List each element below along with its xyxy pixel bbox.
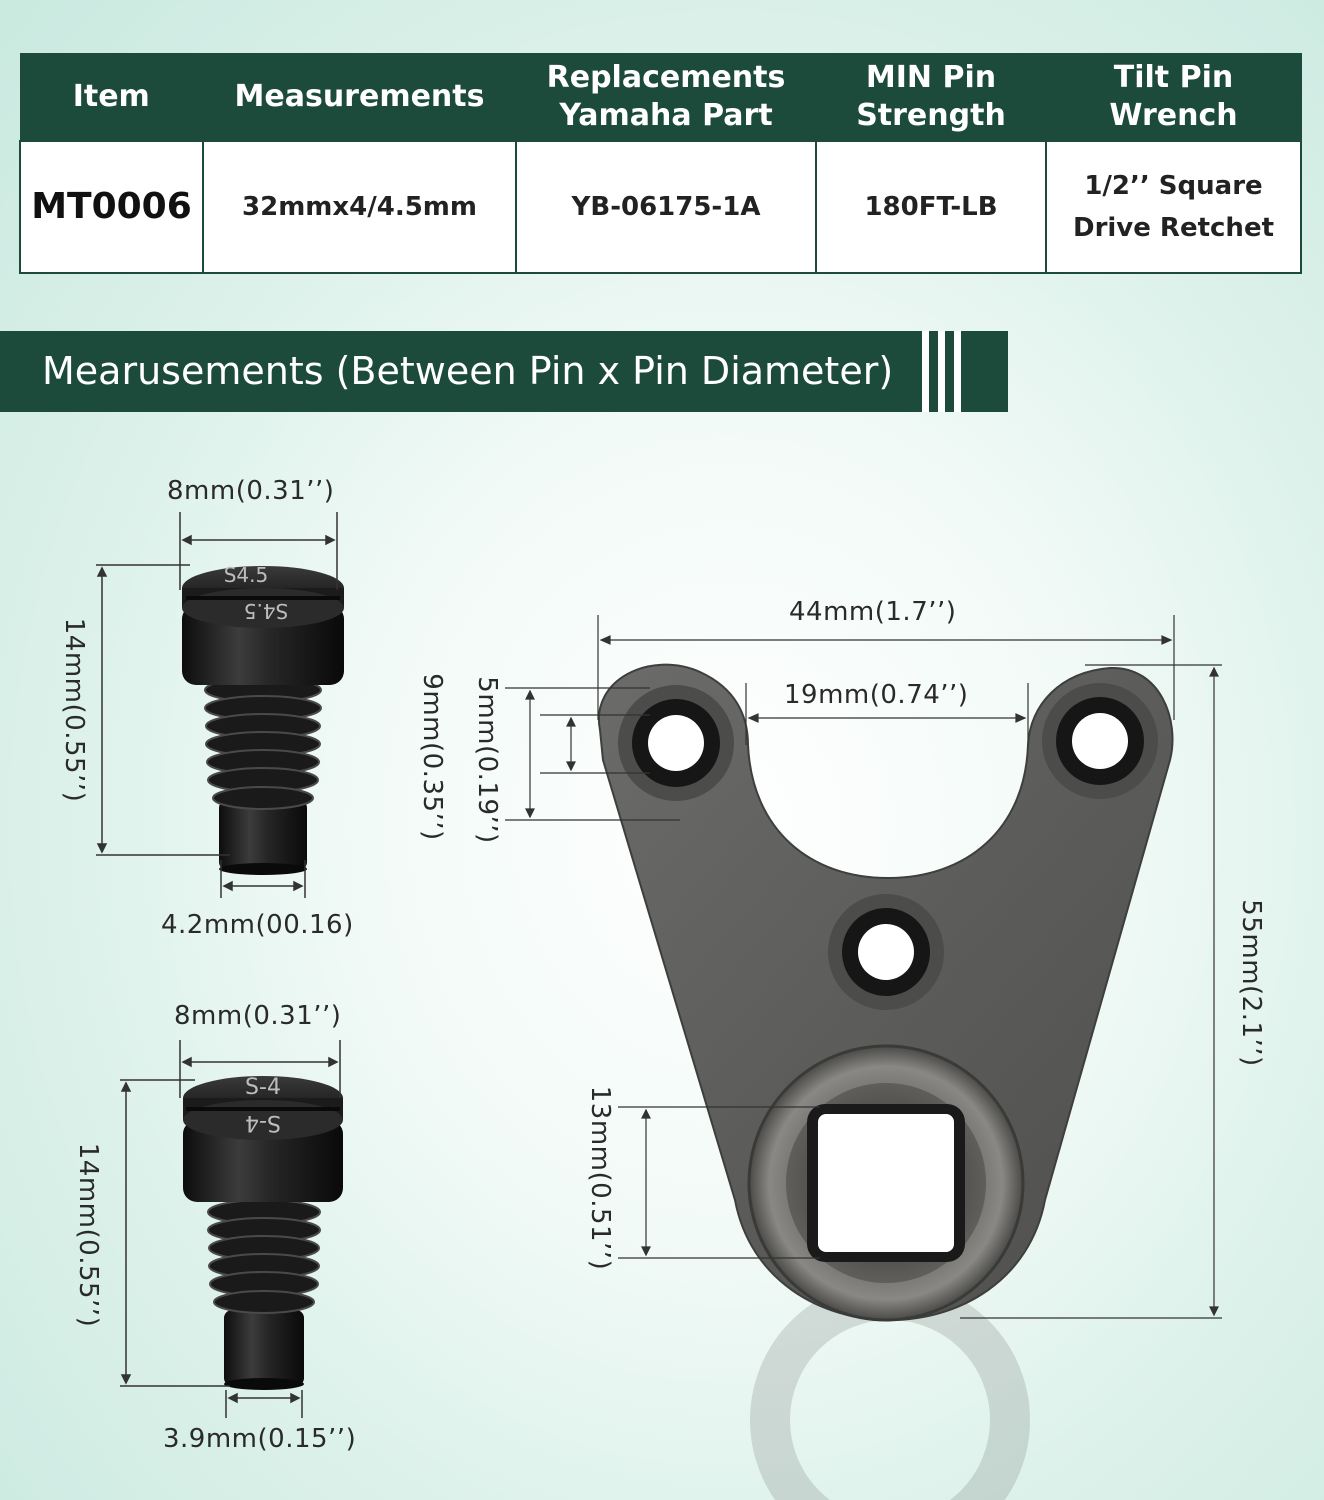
pin-top-stamp: S4.5	[223, 563, 269, 587]
wrench-inner-gap-label: 19mm(0.74’’)	[784, 680, 969, 710]
pin-bottom-stamp-mirrored: S-4	[245, 1110, 281, 1135]
header-measurements: Measurements	[203, 53, 516, 141]
header-tilt-pin-wrench: Tilt Pin Wrench	[1046, 53, 1301, 141]
cell-measurements: 32mmx4/4.5mm	[203, 141, 516, 273]
cell-item: MT0006	[20, 141, 203, 273]
wrench-hole-outer-label: 9mm(0.35’’)	[417, 673, 447, 841]
cell-strength: 180FT-LB	[816, 141, 1046, 273]
cell-wrench: 1/2’’ Square Drive Retchet	[1046, 141, 1301, 273]
header-item: Item	[20, 53, 203, 141]
cell-part: YB-06175-1A	[516, 141, 816, 273]
pin-top-height-label: 14mm(0.55’’)	[59, 617, 89, 803]
header-min-pin-strength: MIN Pin Strength	[816, 53, 1046, 141]
wrench-hole-small-label: 5mm(0.19’’)	[472, 676, 502, 844]
pin-bottom-height-label: 14mm(0.55’’)	[73, 1142, 103, 1328]
pin-bottom-width-label: 8mm(0.31’’)	[174, 1001, 342, 1031]
pin-top-width-label: 8mm(0.31’’)	[167, 476, 335, 506]
wrench-square-label: 13mm(0.51’’)	[585, 1085, 615, 1271]
wrench-overall-width-label: 44mm(1.7’’)	[789, 597, 957, 627]
pin-bottom-diameter-label: 3.9mm(0.15’’)	[163, 1424, 357, 1454]
wrench-reflection	[770, 1300, 1010, 1500]
wrench-height-label: 55mm(2.1’’)	[1236, 899, 1266, 1067]
section-title: Mearusements (Between Pin x Pin Diameter)	[42, 349, 894, 393]
header-replacement-part: Replacements Yamaha Part	[516, 53, 816, 141]
wrench-body	[599, 665, 1173, 1320]
pin-bottom-stamp: S-4	[245, 1075, 281, 1100]
pin-top-stamp-mirrored: S4.5	[243, 599, 289, 623]
pin-top-diameter-label: 4.2mm(00.16)	[161, 910, 354, 940]
